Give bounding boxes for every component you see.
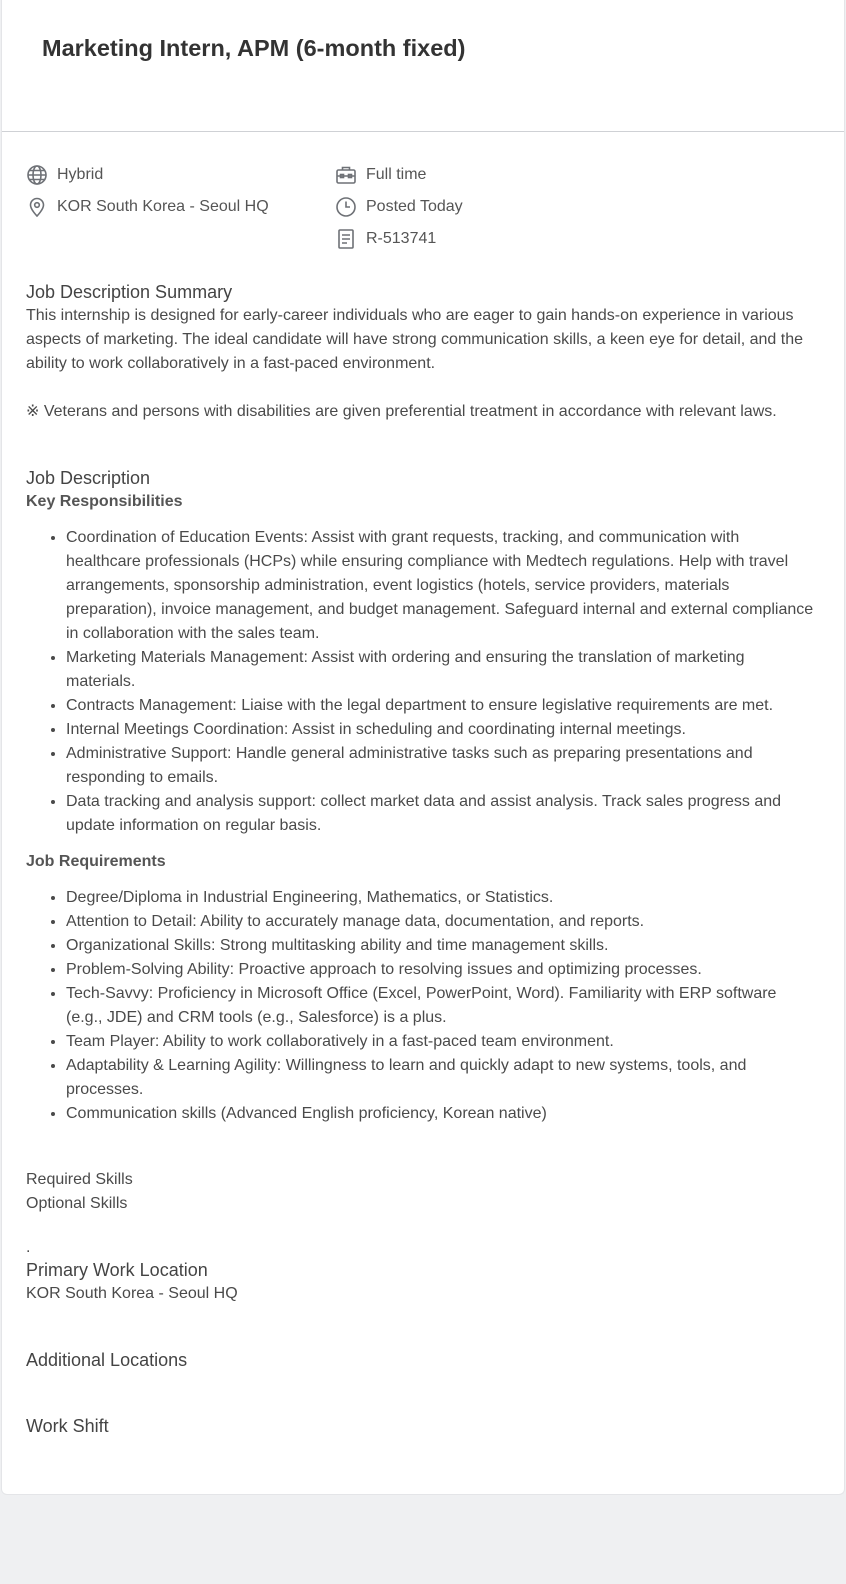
summary-heading: Job Description Summary: [26, 282, 233, 302]
list-item: • Contracts Management: Liaise with the legal department to ensure legislative requirements are met.: [66, 694, 816, 718]
optional-skills-label: Optional Skills: [26, 1195, 128, 1212]
list-item: • Organizational Skills: Strong multitasking ability and time management skills.: [66, 934, 816, 958]
employment-text: Full time: [366, 166, 427, 183]
list-item: • Coordination of Education Events: Assist with grant requests, tracking, and communication with healthcare professionals (HCPs) while ensuring compliance with Medtech regulations. Help with travel arrangements, sponsorship administration, event logistics (hotels, service providers, materials preparation), invoice management, and budget management. Safeguard internal and external compliance in collaboration with the sales team.: [66, 526, 816, 646]
meta-location: [26, 195, 269, 219]
summary-text: This internship is designed for early-career individuals who are eager to gain hands-on experience in various aspects of marketing. The ideal candidate will have strong communication skills, a keen eye for detail, and the ability to work collaboratively in a fast-paced environment.: [26, 307, 804, 372]
list-item: • Tech-Savvy: Proficiency in Microsoft Office (Excel, PowerPoint, Word). Familiarity with ERP software (e.g., JDE) and CRM tools (e.g., Salesforce) is a plus.: [66, 982, 816, 1030]
veterans-note: ※ Veterans and persons with disabilities are given preferential treatment in accordance with relevant laws.: [26, 403, 777, 420]
work-type-text: Hybrid: [57, 166, 104, 183]
map-pin-icon: [26, 196, 48, 218]
job-title: Marketing Intern, APM (6-month fixed): [42, 35, 466, 61]
separator-dot: .: [26, 1239, 31, 1256]
job-posting-card: [1, 0, 845, 1495]
job-meta: [2, 132, 844, 260]
briefcase-icon: [335, 164, 357, 186]
work-shift-heading: Work Shift: [26, 1416, 109, 1436]
meta-employment: [335, 163, 426, 187]
requirements-heading: Job Requirements: [26, 853, 166, 870]
requirements-list: [66, 886, 816, 1126]
document-icon: [335, 228, 357, 250]
list-item: • Degree/Diploma in Industrial Engineering, Mathematics, or Statistics.: [66, 886, 816, 910]
posted-text: Posted Today: [366, 198, 463, 215]
job-content: [26, 280, 816, 1438]
list-item: • Adaptability & Learning Agility: Willingness to learn and quickly adapt to new systems, tools, and processes.: [66, 1054, 816, 1102]
meta-work-type: [26, 163, 103, 187]
list-item: • Team Player: Ability to work collaboratively in a fast-paced team environment.: [66, 1030, 816, 1054]
additional-locations-heading: Additional Locations: [26, 1350, 188, 1370]
responsibilities-heading: Key Responsibilities: [26, 493, 183, 510]
list-item: • Marketing Materials Management: Assist with ordering and ensuring the translation of marketing materials.: [66, 646, 816, 694]
primary-location-value: KOR South Korea - Seoul HQ: [26, 1285, 238, 1302]
list-item: • Administrative Support: Handle general administrative tasks such as preparing presentations and responding to emails.: [66, 742, 816, 790]
list-item: • Data tracking and analysis support: collect market data and assist analysis. Track sales progress and update information on regular basis.: [66, 790, 816, 838]
req-id-text: R-513741: [366, 230, 437, 247]
meta-posted: [335, 195, 463, 219]
job-header: [2, 0, 844, 132]
location-text: KOR South Korea - Seoul HQ: [57, 198, 269, 215]
globe-icon: [26, 164, 48, 186]
required-skills-label: Required Skills: [26, 1171, 133, 1188]
meta-req-id: [335, 227, 436, 251]
list-item: • Communication skills (Advanced English proficiency, Korean native): [66, 1102, 816, 1126]
list-item: • Internal Meetings Coordination: Assist in scheduling and coordinating internal meetings.: [66, 718, 816, 742]
responsibilities-list: [66, 526, 816, 838]
description-heading: Job Description: [26, 468, 151, 488]
clock-icon: [335, 196, 357, 218]
primary-location-heading: Primary Work Location: [26, 1260, 208, 1280]
list-item: • Attention to Detail: Ability to accurately manage data, documentation, and reports.: [66, 910, 816, 934]
list-item: • Problem-Solving Ability: Proactive approach to resolving issues and optimizing processes.: [66, 958, 816, 982]
